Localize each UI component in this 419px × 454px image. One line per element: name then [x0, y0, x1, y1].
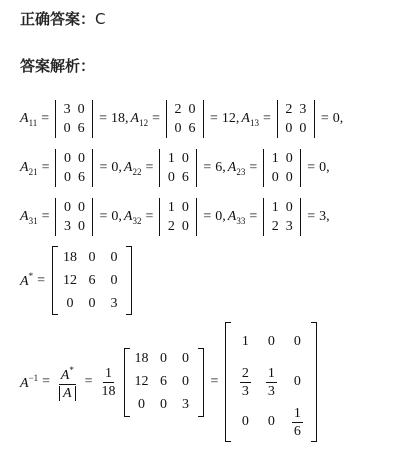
cofactor-row-2: $A_{21}$ = 0 0 0 6 = 0, $A_{22}$ = 1 0 0 6 = 6, $A_{23}$ = 1 0 0 0 = 0, [20, 149, 330, 187]
cofactor-a21: $A_{21}$ [20, 159, 38, 177]
correct-answer-label: 正确答案： [20, 10, 96, 28]
adjugate-matrix: 18 0 0 12 6 0 0 0 3 [52, 246, 132, 315]
determinant: 0 0 0 6 [55, 149, 93, 187]
cofactor-a11: $A_{11}$ [20, 110, 38, 128]
analysis-heading: 答案解析： [20, 57, 96, 75]
determinant: 2 0 0 6 [166, 100, 204, 138]
determinant: 1 0 0 0 [263, 149, 301, 187]
fraction-one-over-18: $\frac{1}{18}$ [101, 365, 116, 399]
cofactor-row-1: $A_{11}$ = 3 0 0 6 = 18, $A_{12}$ = 2 0 0 6 = 12, $A_{13}$ = 2 3 0 0 = 0, [20, 100, 343, 138]
determinant: 0 0 3 0 [55, 198, 93, 236]
cofactor-a13: $A_{13}$ [241, 110, 259, 128]
inverse-equation: $A^{-1}$ = $\frac{A^*}{A}$ = $\frac{1}{18}$ 18 0 0 12 6 0 0 0 3 = 1 0 0 $\frac{2}{3}$ $\frac{1}{3}$ 0 0 0 $\frac{1}{6}$ [20, 322, 320, 442]
determinant: 3 0 0 6 [55, 100, 93, 138]
adjugate-symbol: A* [20, 271, 34, 289]
correct-answer-line [20, 8, 106, 29]
cofactor-a22: $A_{22}$ [123, 159, 142, 177]
adjugate-matrix-repeat: 18 0 0 12 6 0 0 0 3 [124, 348, 204, 417]
correct-answer-value: C [95, 10, 106, 28]
cofactor-a33: $A_{33}$ [227, 208, 246, 226]
cofactor-a23: $A_{23}$ [227, 159, 246, 177]
cofactor-a12: $A_{12}$ [130, 110, 149, 128]
cofactor-a32: $A_{32}$ [123, 208, 142, 226]
determinant: 1 0 0 6 [159, 149, 197, 187]
determinant: 2 3 0 0 [277, 100, 315, 138]
cofactor-a31: $A_{31}$ [20, 208, 38, 226]
cofactor-row-3: $A_{31}$ = 0 0 3 0 = 0, $A_{32}$ = 1 0 2 0 = 0, $A_{33}$ = 1 0 2 3 = 3, [20, 198, 330, 236]
determinant: 1 0 2 0 [159, 198, 197, 236]
determinant: 1 0 2 3 [263, 198, 301, 236]
adjugate-equation: A* = 18 0 0 12 6 0 0 0 3 [20, 246, 135, 315]
inverse-matrix: 1 0 0 $\frac{2}{3}$ $\frac{1}{3}$ 0 0 0 $\frac{1}{6}$ [225, 322, 317, 442]
inverse-symbol: $A^{-1}$ [20, 372, 39, 391]
fraction-adj-over-det: $\frac{A^*}{A}$ [57, 362, 78, 402]
